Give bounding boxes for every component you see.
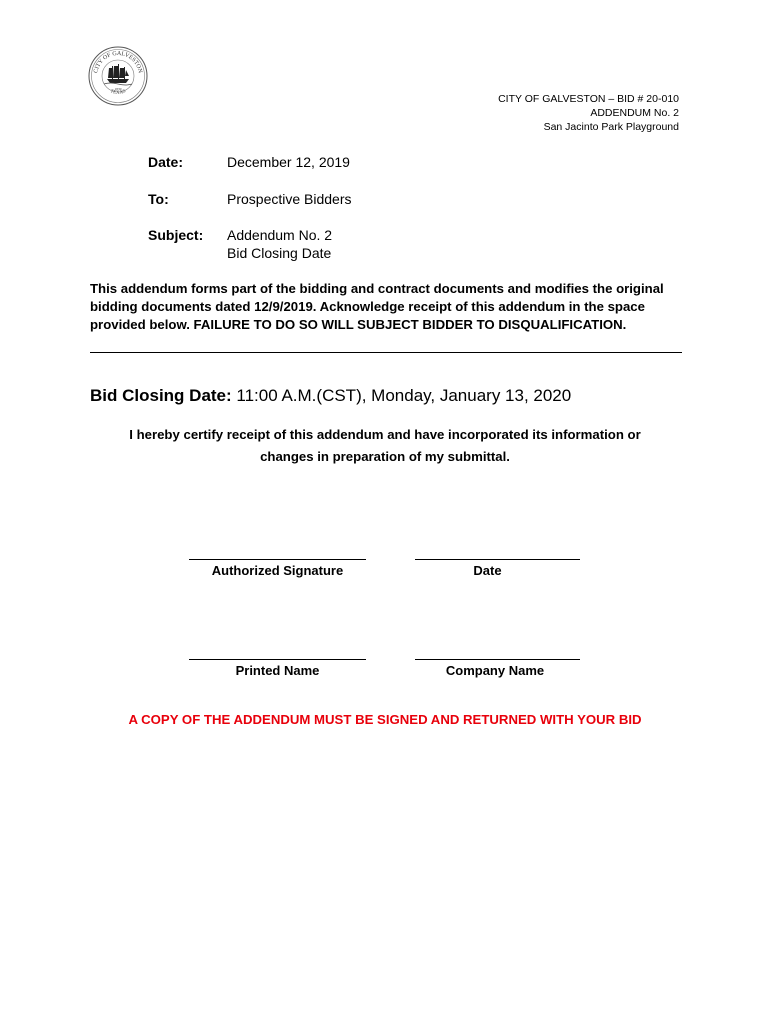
bid-closing-label: Bid Closing Date: (90, 386, 232, 405)
certification-line-1: I hereby certify receipt of this addendum and have incorporated its information or (129, 427, 641, 442)
printed-name-line[interactable] (189, 659, 366, 660)
authorized-signature-label: Authorized Signature (211, 563, 344, 578)
bid-closing-value: 11:00 A.M.(CST), Monday, January 13, 2020 (231, 386, 572, 405)
header-addendum-number: ADDENDUM No. 2 (590, 107, 679, 119)
to-label: To: (148, 191, 169, 207)
date-signature-line[interactable] (415, 559, 580, 560)
company-name-line[interactable] (415, 659, 580, 660)
bid-closing-date (90, 386, 571, 406)
certification-line-2: changes in preparation of my submittal. (260, 449, 510, 464)
printed-name-label: Printed Name (235, 663, 320, 678)
date-label: Date: (148, 154, 184, 170)
header-bid-number: CITY OF GALVESTON – BID # 20-010 (498, 93, 679, 105)
subject-line-1: Addendum No. 2 (227, 227, 333, 243)
certification-statement (60, 424, 710, 468)
subject-line-2: Bid Closing Date (227, 245, 332, 261)
addendum-intro-paragraph: This addendum forms part of the bidding and contract documents and modifies the original bidding documents dated 12/9/2019. Acknowledge receipt of this addendum in the space provided below. FAILURE TO DO SO WILL SUBJECT BIDDER TO DISQUALIFICATION. (90, 281, 664, 332)
authorized-signature-line[interactable] (189, 559, 366, 560)
company-name-label: Company Name (445, 663, 545, 678)
subject-label: Subject: (148, 227, 204, 243)
section-divider (90, 352, 682, 353)
city-seal-logo (88, 46, 148, 106)
document-header (498, 92, 679, 134)
svg-text:1839: 1839 (114, 87, 122, 91)
header-project-name: San Jacinto Park Playground (543, 121, 679, 133)
return-warning: A COPY OF THE ADDENDUM MUST BE SIGNED AND RETURNED WITH YOUR BID (128, 712, 642, 727)
to-value: Prospective Bidders (227, 191, 352, 207)
date-signature-label: Date (473, 563, 502, 578)
date-value: December 12, 2019 (227, 154, 350, 170)
svg-text:CITY OF GALVESTON: CITY OF GALVESTON (93, 50, 143, 74)
subject-value (227, 226, 332, 262)
svg-text:TEXAS: TEXAS (109, 89, 127, 96)
